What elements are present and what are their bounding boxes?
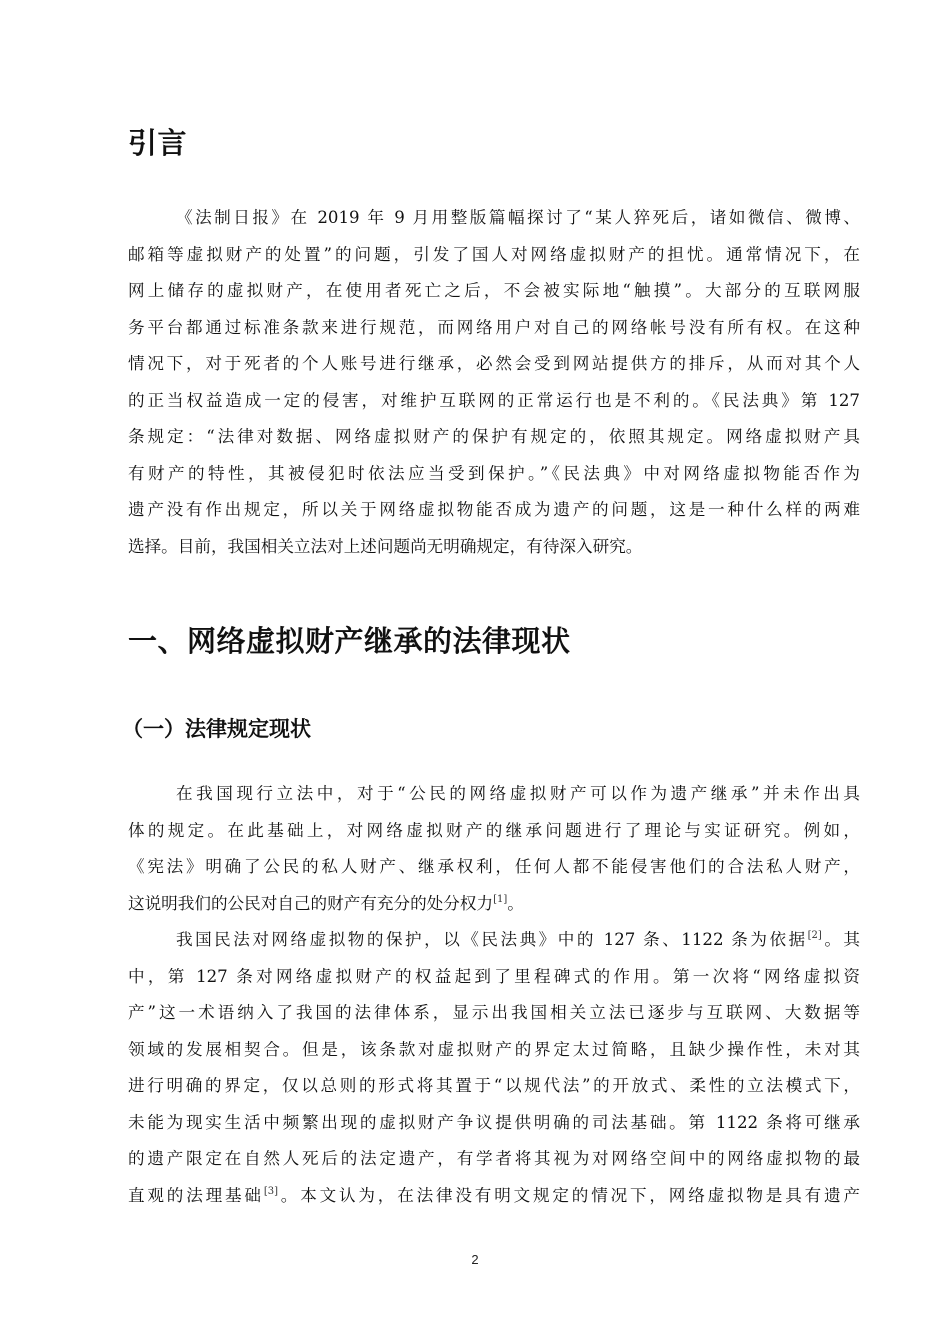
paragraph-line: 在我国现行立法中，对于“公民的网络虚拟财产可以作为遗产继承”并未作出具	[176, 784, 860, 803]
paragraph-line: 产”这一术语纳入了我国的法律体系，显示出我国相关立法已逐步与互联网、大数据等	[128, 1003, 860, 1022]
section-heading: 一、网络虚拟财产继承的法律现状	[128, 624, 571, 658]
citation-ref[interactable]: [3]	[263, 1185, 278, 1197]
line-text: 直观的法理基础	[128, 1185, 264, 1205]
paragraph-line: 有财产的特性，其被侵犯时依法应当受到保护。”《民法典》中对网络虚拟物能否作为	[128, 463, 860, 483]
line-text: 。其	[821, 930, 860, 949]
paragraph-line: 务平台都通过标准条款来进行规范，而网络用户对自己的网络帐号没有所有权。在这种	[128, 317, 860, 337]
paragraph-line	[128, 886, 860, 923]
paragraph-line: 未能为现实生活中频繁出现的虚拟财产争议提供明确的司法基础。第 1122 条将可继承	[128, 1112, 860, 1132]
paragraph-line: 网上储存的虚拟财产，在使用者死亡之后，不会被实际地“触摸”。大部分的互联网服	[128, 281, 860, 300]
page-number: 2	[471, 1252, 479, 1267]
line-text: 我国民法对网络虚拟物的保护，以《民法典》中的 127 条、1122 条为依据	[176, 930, 808, 949]
citation-ref[interactable]: [2]	[807, 930, 822, 941]
paragraph-line: 的正当权益造成一定的侵害，对维护互联网的正常运行也是不利的。《民法典》第 127	[128, 390, 860, 410]
subsection-heading: （一）法律规定现状	[122, 717, 311, 741]
line-text: 这说明我们的公民对自己的财产有充分的处分权力	[128, 893, 494, 913]
paragraph-line: 领域的发展相契合。但是，该条款对虚拟财产的界定太过简略，且缺少操作性，未对其	[128, 1039, 860, 1059]
paragraph-line: 的遗产限定在自然人死后的法定遗产，有学者将其视为对网络空间中的网络虚拟物的最	[128, 1149, 860, 1168]
section-paragraph-1	[128, 776, 860, 922]
paragraph-line: 选择。目前，我国相关立法对上述问题尚无明确规定，有待深入研究。	[128, 536, 643, 556]
citation-ref[interactable]: [1]	[493, 893, 508, 905]
paragraph-line: 《宪法》明确了公民的私人财产、继承权利，任何人都不能侵害他们的合法私人财产，	[128, 857, 860, 876]
paragraph-line: 《法制日报》在 2019 年 9 月用整版篇幅探讨了“某人猝死后，诸如微信、微博、	[176, 208, 860, 227]
paragraph-line: 进行明确的界定，仅以总则的形式将其置于“以规代法”的开放式、柔性的立法模式下，	[128, 1076, 860, 1095]
line-text: 。本文认为，在法律没有明文规定的情况下，网络虚拟物是具有遗产	[277, 1185, 860, 1205]
intro-paragraph	[128, 200, 860, 565]
section-paragraph-2	[128, 922, 860, 1214]
paragraph-line: 中，第 127 条对网络虚拟财产的权益起到了里程碑式的作用。第一次将“网络虚拟资	[128, 966, 860, 986]
paragraph-line	[128, 1178, 860, 1215]
paragraph-line: 体的规定。在此基础上，对网络虚拟财产的继承问题进行了理论与实证研究。例如，	[128, 820, 860, 840]
paragraph-line	[128, 922, 860, 959]
paragraph-line: 情况下，对于死者的个人账号进行继承，必然会受到网站提供方的排斥，从而对其个人	[128, 354, 860, 373]
paragraph-line: 条规定：“法律对数据、网络虚拟财产的保护有规定的，依照其规定。网络虚拟财产具	[128, 427, 860, 446]
paragraph-line: 遗产没有作出规定，所以关于网络虚拟物能否成为遗产的问题，这是一种什么样的两难	[128, 500, 860, 519]
paragraph-line: 邮箱等虚拟财产的处置”的问题，引发了国人对网络虚拟财产的担忧。通常情况下，在	[128, 244, 860, 264]
line-text: 。	[507, 893, 524, 913]
intro-heading: 引言	[128, 126, 188, 160]
